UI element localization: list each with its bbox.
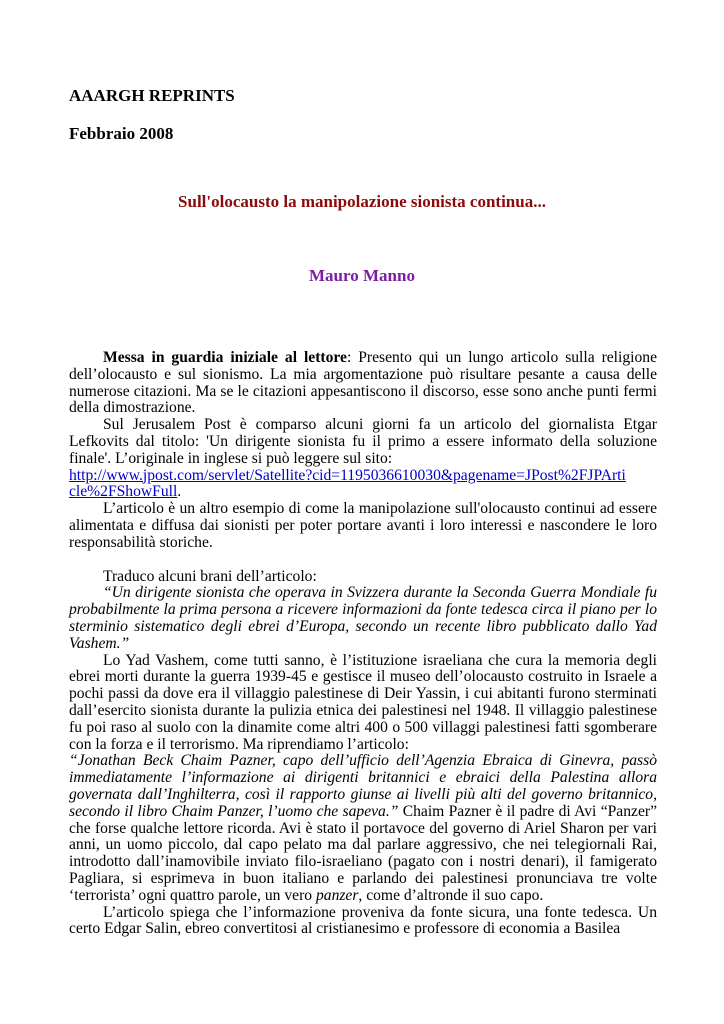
link-period: .	[177, 483, 182, 501]
paragraph-source	[69, 905, 657, 939]
paragraph-example	[69, 501, 657, 551]
quote-2-text: “Jonathan Beck Chaim Pazner, capo dell’ufficio dell’Agenzia Ebraica di Ginevra, passò immediatamente l’informazione ai dirigenti britannici e ebraici della Palestina allora governata dall’Inghilterra, così il rapporto giunse ai livelli più alti del governo britannico, secondo il libro Chaim Panzer, l’uomo che sapeva.”	[69, 752, 657, 820]
translate-text: Traduco alcuni brani dell’articolo:	[103, 567, 317, 585]
paragraph-translate	[69, 569, 657, 586]
publisher-heading: AAARGH REPRINTS	[69, 86, 235, 105]
paragraph-quote-1	[69, 585, 657, 652]
paragraph-yad-vashem	[69, 653, 657, 754]
paragraph-jerusalem-post	[69, 417, 657, 467]
pazner-text: Chaim Pazner è il padre di Avi “Panzer” che forse qualche lettore ricorda. Avi è stato il portavoce del governo di Ariel Sharon per vari anni, un uomo piccolo, dal capo pelato ma dal parlare aggressivo, che nei telegiornali Rai, introdotto dall’inamovibile inviato filo-israeliano (pagato con i nostri denari), il famigerato Pagliara, si esprimeva in buon italiano e parlando dei palestinesi pronunciava tre volte ‘terrorista’ ogni quattro parole, un vero	[69, 802, 657, 904]
paragraph-intro	[69, 350, 657, 417]
article-title: Sull'olocausto la manipolazione sionista continua...	[178, 192, 546, 211]
article-author: Mauro Manno	[309, 266, 415, 285]
paragraph-quote-2	[69, 753, 657, 904]
intro-lead: Messa in guardia iniziale al lettore	[103, 349, 347, 366]
yad-vashem-text: Lo Yad Vashem, come tutti sanno, è l’istituzione israeliana che cura la memoria degli ebrei morti durante la guerra 1939-45 e gestisce il museo dell’olocausto costruito in Israele a pochi passi da dove era il villaggio palestinese di Deir Yassin, i cui abitanti furono sterminati dall’esercito sionista durante la pulizia etnica dei palestinesi nel 1948. Il villaggio palestinese fu poi raso al suolo con la dinamite come altri 400 o 500 villaggi palestinesi fatti sgomberare con la forza e il terrorismo. Ma riprendiamo l’articolo:	[69, 651, 657, 753]
pazner-text-end: , come d’altronde il suo capo.	[358, 886, 544, 904]
quote-1-text: “Un dirigente sionista che operava in Svizzera durante la Seconda Guerra Mondiale fu probabilmente la prima persona a ricevere informazioni da fonte tedesca circa il piano per lo sterminio sistematico degli ebrei d’Europa, secondo un recente libro pubblicato dallo Yad Vashem.”	[69, 584, 657, 652]
jpost-text: Sul Jerusalem Post è comparso alcuni giorni fa un articolo del giornalista Etgar Lefkovits dal titolo: 'Un dirigente sionista fu il primo a essere informato della soluzione finale'. L’originale in inglese si può leggere sul sito:	[69, 416, 657, 467]
intro-text: : Presento qui un lungo articolo sulla religione dell’olocausto e sul sionismo. La mia argomentazione può risultare pesante a causa delle numerose citazioni. Ma se le citazioni appesantiscono il discorso, esse sono anche punti fermi della dimostrazione.	[69, 349, 657, 417]
paragraph-link	[69, 468, 657, 502]
paragraph-gap	[69, 552, 657, 569]
example-text: L’articolo è un altro esempio di come la manipolazione sull'olocausto continui ad essere alimentata e diffusa dai sionisti per poter portare avanti i loro interessi e nascondere le loro responsabilità storiche.	[69, 500, 657, 551]
source-link-line-2[interactable]: cle%2FShowFull	[69, 483, 178, 501]
source-text: L’articolo spiega che l’informazione proveniva da fonte sicura, una fonte tedesca. Un certo Edgar Salin, ebreo convertitosi al cristianesimo e professore di economia a Basilea	[69, 903, 657, 938]
source-link-line-1[interactable]: http://www.jpost.com/servlet/Satellite?cid=1195036610030&pagename=JPost%2FJPArti	[69, 466, 626, 484]
date-heading: Febbraio 2008	[69, 124, 174, 143]
article-body	[69, 350, 657, 938]
panzer-emphasis: panzer	[315, 886, 359, 904]
